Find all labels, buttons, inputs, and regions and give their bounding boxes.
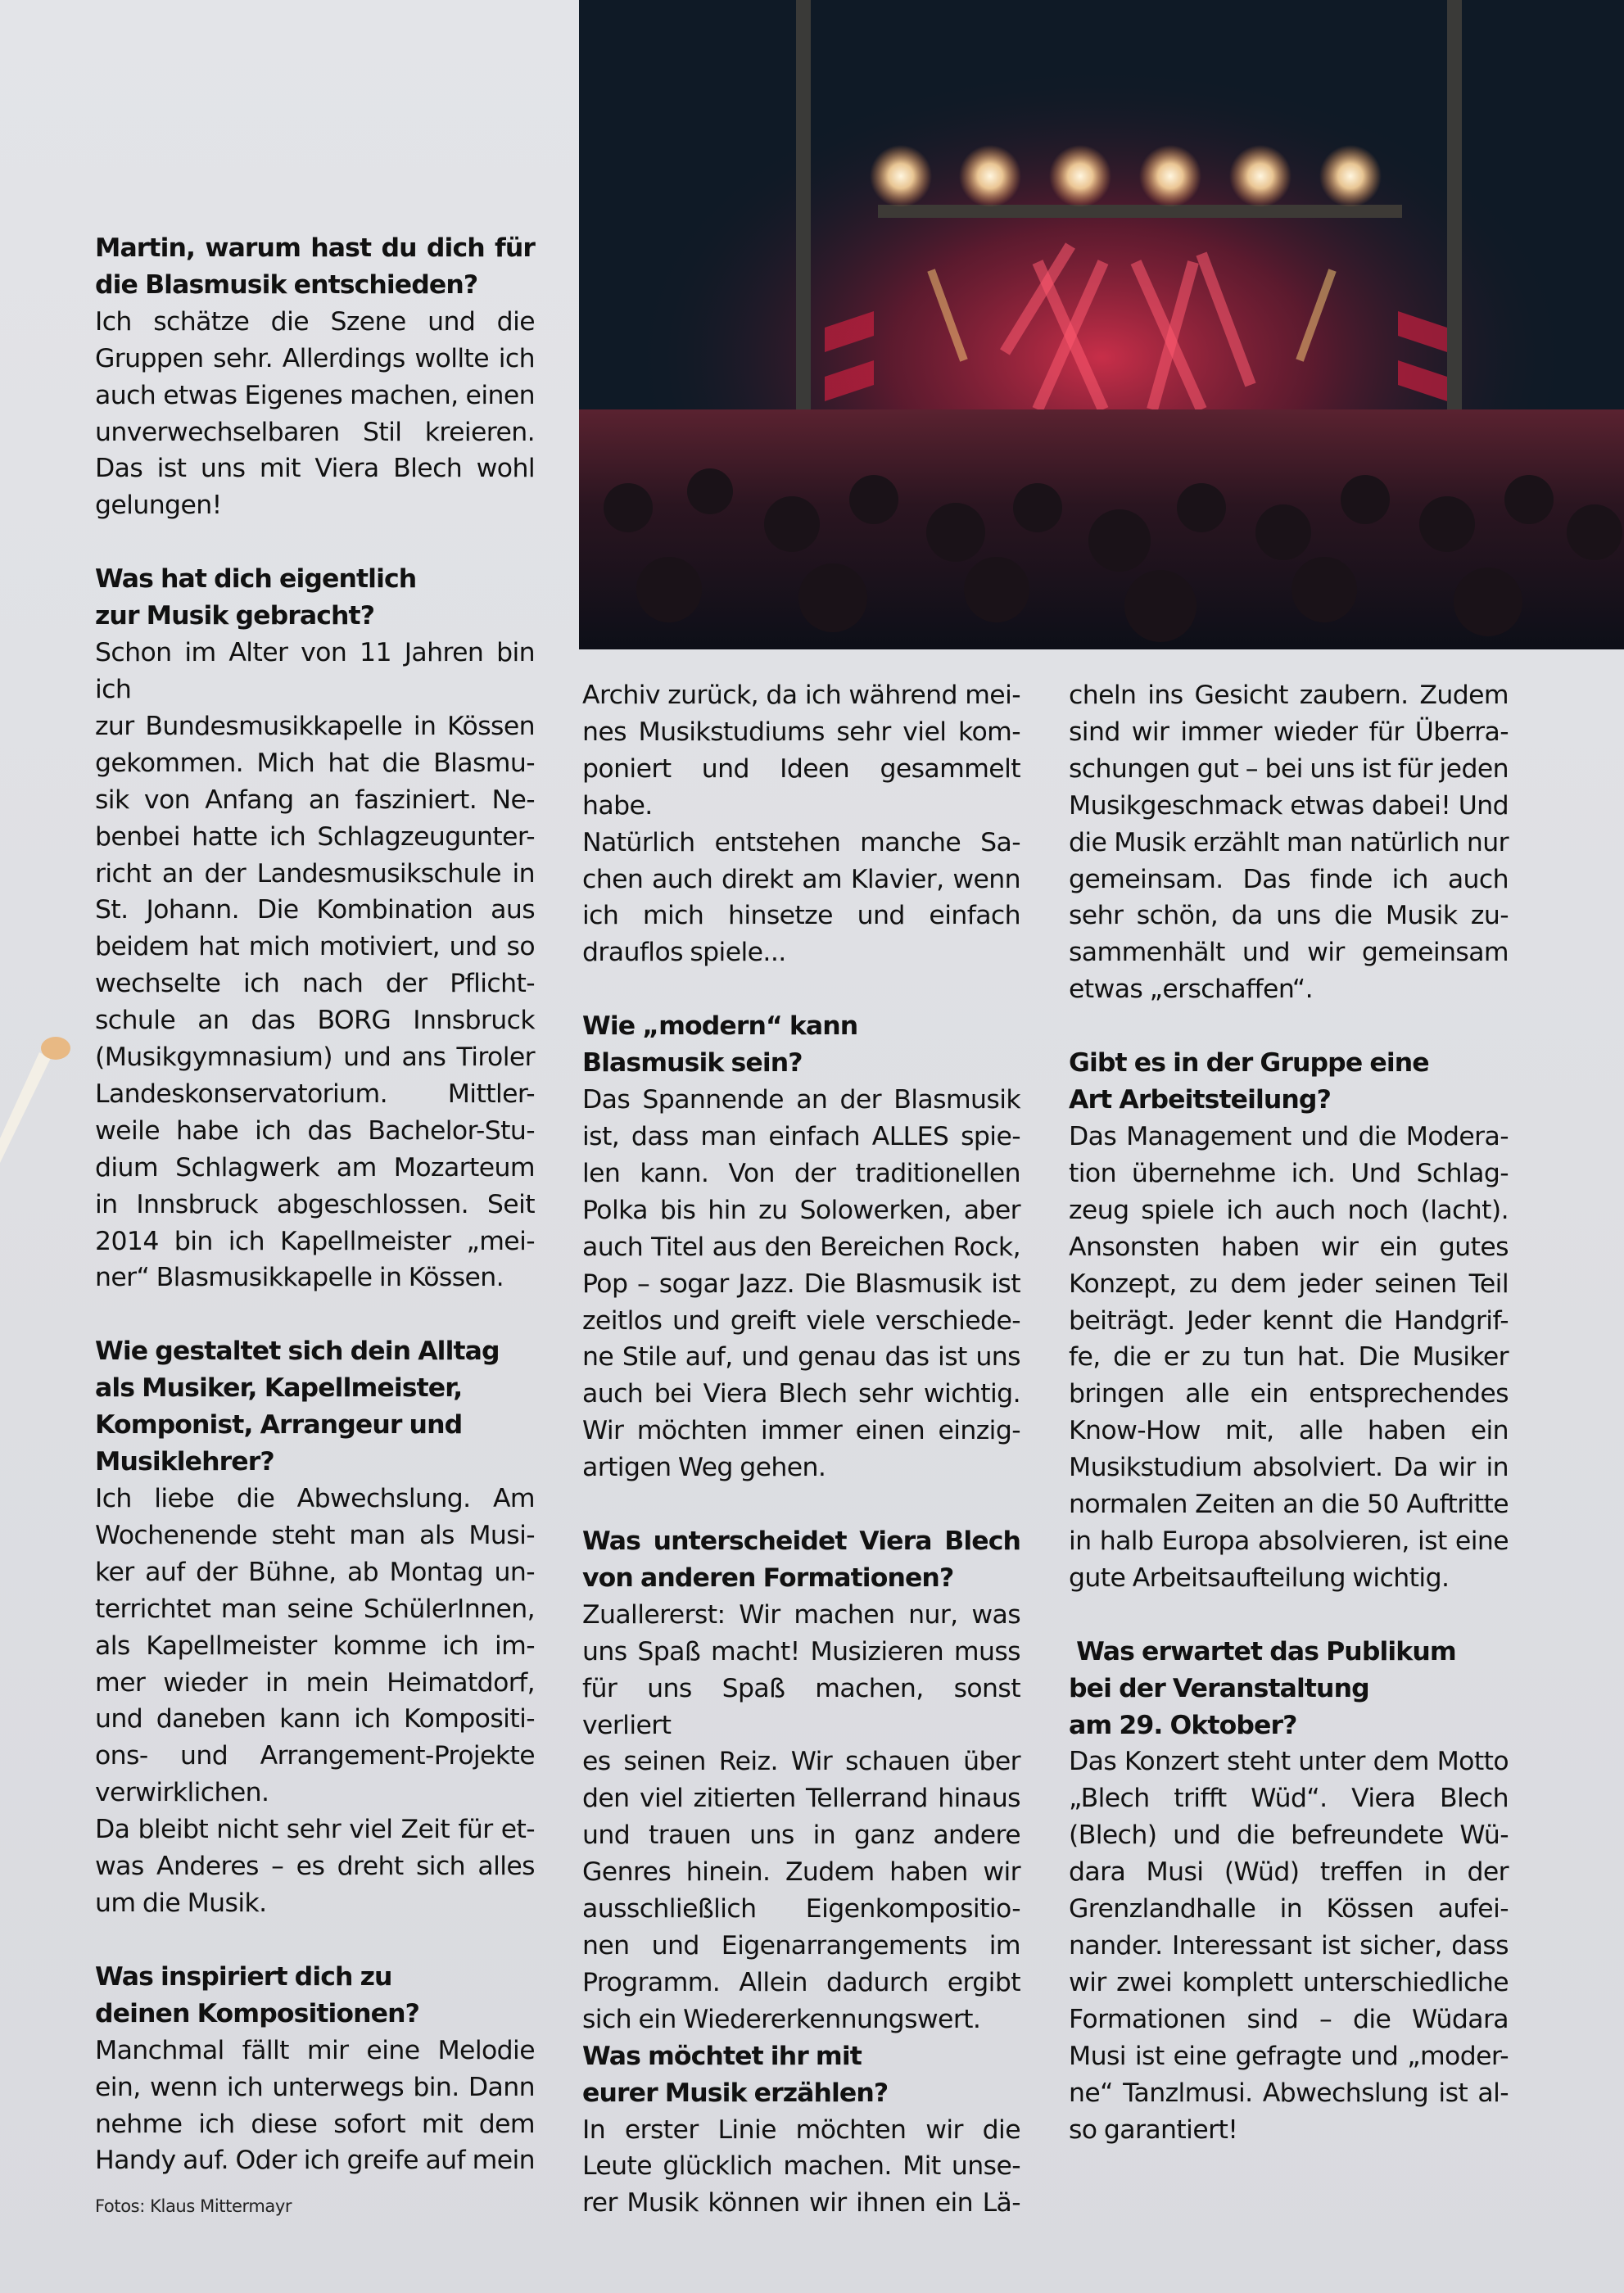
- text-line: gute Arbeitsaufteilung wichtig.: [1069, 1563, 1450, 1593]
- question-heading: [95, 1959, 535, 2033]
- text-line: Musikstudium absolviert. Da wir in: [1069, 1453, 1509, 1483]
- text-line: schule an das BORG Innsbruck: [95, 1006, 535, 1036]
- text-line: bei der Veranstaltung: [1069, 1673, 1369, 1703]
- text-line: Landeskonservatorium. Mittler-: [95, 1079, 535, 1109]
- text-line: „Blech trifft Wüd“. Viera Blech: [1069, 1784, 1509, 1814]
- text-line: Programm. Allein dadurch ergibt: [582, 1967, 1020, 1997]
- text-line: verwirklichen.: [95, 1778, 269, 1808]
- text-line: als Musiker, Kapellmeister,: [95, 1373, 463, 1404]
- text-line: beiträgt. Jeder kennt die Handgrif-: [1069, 1305, 1509, 1336]
- text-line: die Musik erzählt man natürlich nur: [1069, 827, 1509, 857]
- text-line: Was unterscheidet Viera Blech: [582, 1526, 1020, 1557]
- text-line: etwas „erschaffen“.: [1069, 975, 1314, 1005]
- text-line: was Anderes – es dreht sich alles: [95, 1852, 535, 1882]
- answer-paragraph: [95, 1481, 535, 1922]
- text-line: Das ist uns mit Viera Blech wohl: [95, 454, 535, 484]
- question-heading: [95, 230, 535, 304]
- text-line: dara Musi (Wüd) treffen in der: [1069, 1857, 1509, 1888]
- text-line: chen auch direkt am Klavier, wenn: [582, 864, 1020, 894]
- text-line: richt an der Landesmusikschule in: [95, 858, 535, 889]
- text-line: Wir möchten immer einen einzig-: [582, 1416, 1020, 1446]
- question-heading: [582, 2038, 1020, 2112]
- text-line: auch Titel aus den Bereichen Rock,: [582, 1232, 1020, 1262]
- text-line: mer wieder in mein Heimatdorf,: [95, 1667, 535, 1698]
- text-line: Ich schätze die Szene und die: [95, 306, 535, 337]
- text-line: schungen gut – bei uns ist für jeden: [1069, 753, 1509, 784]
- text-line: zeug spiele ich auch noch (lacht).: [1069, 1195, 1509, 1225]
- text-line: von anderen Formationen?: [582, 1563, 954, 1593]
- text-line: Natürlich entstehen manche Sa-: [582, 827, 1020, 857]
- text-line: ein, wenn ich unterwegs bin. Dann: [95, 2072, 535, 2102]
- text-line: für uns Spaß machen, sonst verliert: [582, 1673, 1020, 1740]
- text-line: eurer Musik erzählen?: [582, 2078, 889, 2108]
- text-line: in Innsbruck abgeschlossen. Seit: [95, 1189, 535, 1219]
- question-heading: [1069, 1045, 1509, 1119]
- text-line: um die Musik.: [95, 1888, 267, 1918]
- text-line: zur Bundesmusikkapelle in Kössen: [95, 711, 535, 741]
- answer-paragraph: [582, 1597, 1020, 2038]
- text-line: Handy auf. Oder ich greife auf mein: [95, 2146, 535, 2176]
- text-line: tion übernehme ich. Und Schlag-: [1069, 1158, 1509, 1188]
- text-line: auch bei Viera Blech sehr wichtig.: [582, 1379, 1020, 1409]
- text-line: es seinen Reiz. Wir schauen über: [582, 1747, 1020, 1777]
- text-line: und trauen uns in ganz andere: [582, 1820, 1020, 1851]
- text-line: deinen Kompositionen?: [95, 1998, 420, 2028]
- text-line: Wie gestaltet sich dein Alltag: [95, 1336, 500, 1367]
- question-heading: [1069, 1634, 1509, 1744]
- answer-paragraph: [1069, 677, 1509, 1008]
- text-line: drauflos spiele...: [582, 938, 786, 968]
- article-column-2: [582, 677, 1020, 2222]
- text-line: dium Schlagwerk am Mozarteum: [95, 1152, 535, 1183]
- concert-stage-icon: [579, 0, 1624, 649]
- question-heading: [95, 561, 535, 635]
- text-line: poniert und Ideen gesammelt habe.: [582, 753, 1020, 821]
- text-line: Konzept, zu dem jeder seinen Teil: [1069, 1269, 1509, 1299]
- answer-paragraph: [95, 635, 535, 1296]
- article-column-3: [1069, 677, 1509, 2148]
- text-line: Musikgeschmack etwas dabei! Und: [1069, 790, 1509, 821]
- text-line: terrichtet man seine SchülerInnen,: [95, 1594, 535, 1624]
- text-line: Polka bis hin zu Solowerken, aber: [582, 1195, 1020, 1225]
- text-line: Martin, warum hast du dich für: [95, 233, 535, 263]
- text-line: in halb Europa absolvieren, ist eine: [1069, 1526, 1509, 1556]
- text-line: unverwechselbaren Stil kreieren.: [95, 417, 535, 447]
- text-line: benbei hatte ich Schlagzeugunter-: [95, 821, 535, 852]
- photo-credit: Fotos: Klaus Mittermayr: [95, 2196, 292, 2216]
- text-line: ne Stile auf, und genau das ist uns: [582, 1342, 1020, 1373]
- answer-paragraph: [582, 1082, 1020, 1486]
- text-line: Zuallererst: Wir machen nur, was: [582, 1599, 1020, 1630]
- text-line: fe, die er zu tun hat. Die Musiker: [1069, 1342, 1509, 1373]
- text-line: (Musikgymnasium) und ans Tiroler: [95, 1042, 535, 1073]
- text-line: nes Musikstudiums sehr viel kom-: [582, 717, 1020, 747]
- text-line: auch etwas Eigenes machen, einen: [95, 380, 535, 410]
- text-line: 2014 bin ich Kapellmeister „mei-: [95, 1226, 535, 1256]
- text-line: Know-How mit, alle haben ein: [1069, 1416, 1509, 1446]
- text-line: Was inspiriert dich zu: [95, 1961, 392, 1992]
- answer-paragraph: [95, 304, 535, 524]
- text-line: ausschließlich Eigenkompositio-: [582, 1894, 1020, 1924]
- text-line: Komponist, Arrangeur und: [95, 1410, 463, 1440]
- text-line: den viel zitierten Tellerrand hinaus: [582, 1784, 1020, 1814]
- text-line: beidem hat mich motiviert, und so: [95, 932, 535, 962]
- text-line: Blasmusik sein?: [582, 1048, 803, 1079]
- text-line: Gibt es in der Gruppe eine: [1069, 1048, 1429, 1079]
- drumstick-icon: [0, 1024, 74, 1171]
- text-line: ker auf der Bühne, ab Montag un-: [95, 1557, 535, 1587]
- text-line: Formationen sind – die Wüdara: [1069, 2004, 1509, 2034]
- text-line: normalen Zeiten an die 50 Auftritte: [1069, 1490, 1509, 1520]
- text-line: Was hat dich eigentlich: [95, 564, 417, 595]
- text-line: Musiklehrer?: [95, 1447, 274, 1477]
- text-line: uns Spaß macht! Musizieren muss: [582, 1636, 1020, 1667]
- text-line: ich mich hinsetze und einfach: [582, 901, 1020, 931]
- text-line: cheln ins Gesicht zaubern. Zudem: [1069, 681, 1509, 710]
- text-line: ist, dass man einfach ALLES spie-: [582, 1121, 1020, 1151]
- text-line: Grenzlandhalle in Kössen aufei-: [1069, 1894, 1509, 1924]
- text-line: am 29. Oktober?: [1069, 1710, 1297, 1740]
- text-line: Wochenende steht man als Musi-: [95, 1520, 535, 1550]
- text-line: und daneben kann ich Kompositi-: [95, 1704, 535, 1734]
- text-line: gekommen. Mich hat die Blasmu-: [95, 748, 535, 778]
- text-line: sehr schön, da uns die Musik zu-: [1069, 901, 1509, 931]
- text-line: Das Management und die Modera-: [1069, 1121, 1509, 1151]
- text-line: nander. Interessant ist sicher, dass: [1069, 1931, 1509, 1961]
- text-line: ner“ Blasmusikkapelle in Kössen.: [95, 1263, 504, 1293]
- text-line: bringen alle ein entsprechendes: [1069, 1379, 1509, 1409]
- text-line: gemeinsam. Das finde ich auch: [1069, 864, 1509, 894]
- text-line: weile habe ich das Bachelor-Stu-: [95, 1115, 535, 1146]
- text-line: Das Konzert steht unter dem Motto: [1069, 1747, 1509, 1777]
- question-heading: [582, 1008, 1020, 1082]
- text-line: nehme ich diese sofort mit dem: [95, 2109, 535, 2139]
- text-line: als Kapellmeister komme ich im-: [95, 1630, 535, 1661]
- text-line: ons- und Arrangement-Projekte: [95, 1741, 535, 1771]
- text-line: artigen Weg gehen.: [582, 1453, 826, 1483]
- question-heading: [582, 1523, 1020, 1597]
- text-line: sammenhält und wir gemeinsam: [1069, 938, 1509, 968]
- answer-paragraph: [95, 2033, 535, 2180]
- text-line: In erster Linie möchten wir die: [582, 2114, 1020, 2145]
- text-line: Musi ist eine gefragte und „moder-: [1069, 2041, 1509, 2071]
- text-line: rer Musik können wir ihnen ein Lä-: [582, 2188, 1020, 2218]
- text-line: so garantiert!: [1069, 2114, 1238, 2145]
- text-line: Schon im Alter von 11 Jahren bin ich: [95, 638, 535, 704]
- text-line: (Blech) und die befreundete Wü-: [1069, 1820, 1509, 1851]
- text-line: len kann. Von der traditionellen: [582, 1158, 1020, 1188]
- text-line: Art Arbeitsteilung?: [1069, 1085, 1331, 1115]
- text-line: ne“ Tanzlmusi. Abwechslung ist al-: [1069, 2078, 1509, 2108]
- text-line: Ansonsten haben wir ein gutes: [1069, 1232, 1509, 1262]
- text-line: Archiv zurück, da ich während mei-: [582, 681, 1020, 710]
- concert-photo: [579, 0, 1624, 649]
- text-line: Ich liebe die Abwechslung. Am: [95, 1484, 535, 1513]
- text-line: sik von Anfang an fasziniert. Ne-: [95, 785, 535, 815]
- question-heading: [95, 1333, 535, 1481]
- text-line: zur Musik gebracht?: [95, 601, 375, 631]
- text-line: Das Spannende an der Blasmusik: [582, 1085, 1020, 1115]
- text-line: Leute glücklich machen. Mit unse-: [582, 2151, 1020, 2182]
- text-line: Genres hinein. Zudem haben wir: [582, 1857, 1020, 1888]
- text-line: Wie „modern“ kann: [582, 1011, 858, 1042]
- text-line: St. Johann. Die Kombination aus: [95, 895, 535, 925]
- article-column-1: [95, 230, 535, 2179]
- text-line: gelungen!: [95, 491, 222, 521]
- text-line: die Blasmusik entschieden?: [95, 269, 478, 300]
- answer-paragraph: [1069, 1119, 1509, 1597]
- text-line: Da bleibt nicht sehr viel Zeit für et-: [95, 1815, 535, 1845]
- text-line: wir zwei komplett unterschiedliche: [1069, 1967, 1509, 1997]
- text-line: Gruppen sehr. Allerdings wollte ich: [95, 343, 535, 373]
- text-line: wechselte ich nach der Pflicht-: [95, 969, 535, 999]
- text-line: Was möchtet ihr mit: [582, 2041, 862, 2071]
- text-line: Manchmal fällt mir eine Melodie: [95, 2035, 535, 2065]
- text-line: zeitlos und greift viele verschiede-: [582, 1305, 1020, 1336]
- answer-paragraph: [1069, 1743, 1509, 2148]
- answer-paragraph: [582, 677, 1020, 971]
- text-line: sind wir immer wieder für Überra-: [1069, 717, 1509, 747]
- text-line: sich ein Wiedererkennungswert.: [582, 2004, 981, 2034]
- answer-paragraph: [582, 2112, 1020, 2223]
- text-line: nen und Eigenarrangements im: [582, 1931, 1020, 1961]
- text-line: Pop – sogar Jazz. Die Blasmusik ist: [582, 1269, 1020, 1299]
- text-line: Was erwartet das Publikum: [1069, 1636, 1456, 1667]
